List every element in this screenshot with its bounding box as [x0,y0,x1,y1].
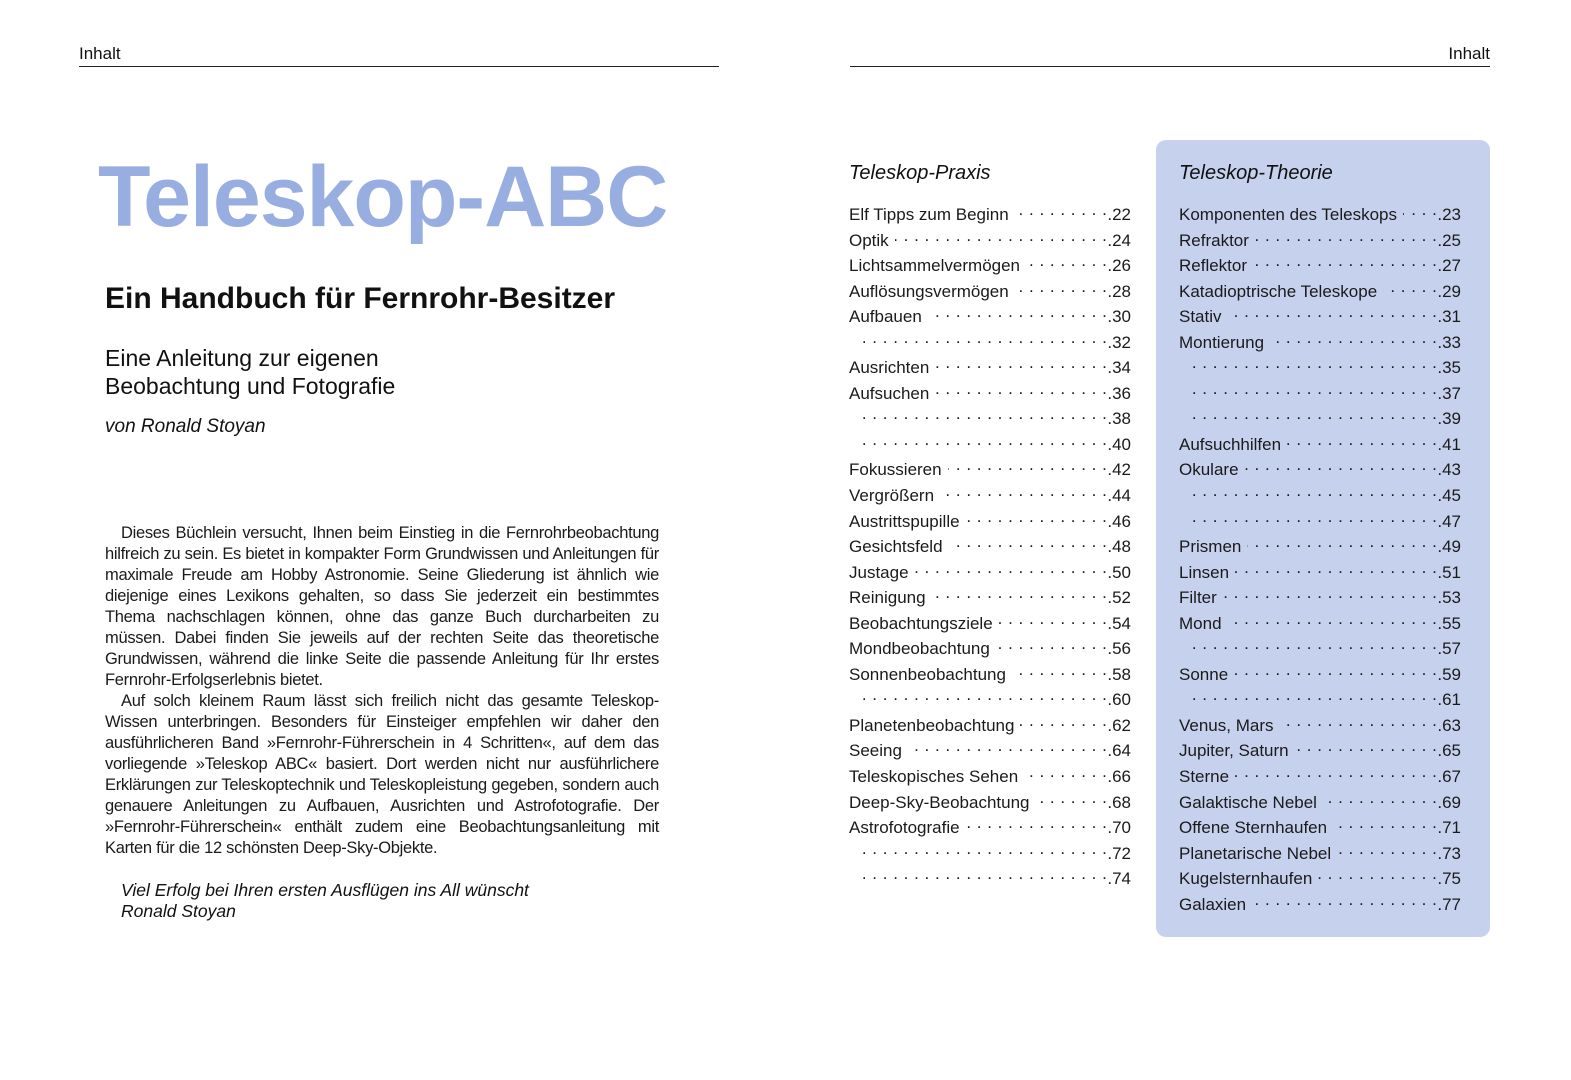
toc-praxis-entry[interactable] [849,790,1131,816]
toc-page-number: .74 [1107,869,1131,889]
toc-page-number: .65 [1437,741,1461,761]
toc-theorie-entry[interactable] [1179,304,1461,330]
toc-page-number: .27 [1437,256,1461,276]
toc-entry-label: Offene Sternhaufen [1179,818,1328,838]
toc-entry-label: Astrofotografie [849,818,960,838]
toc-praxis-entry[interactable] [849,866,1131,892]
toc-entry-label: Mondbeobachtung [849,639,990,659]
toc-page-number: .75 [1437,869,1461,889]
toc-entry-label: Katadioptrische Teleskope [1179,281,1378,301]
toc-praxis-heading: Teleskop-Praxis [849,162,991,184]
toc-dot-leader [1015,202,1108,220]
toc-dot-leader [1185,381,1437,399]
toc-theorie-entry[interactable] [1179,713,1461,739]
tagline-line-1: Eine Anleitung zur eigenen [105,345,379,371]
toc-praxis-entry[interactable] [849,432,1131,458]
toc-theorie-entry[interactable] [1179,228,1461,254]
toc-page-number: .48 [1107,537,1131,557]
toc-dot-leader [855,330,1107,348]
toc-dot-leader [1280,713,1438,731]
toc-dot-leader [1228,611,1438,629]
toc-dot-leader [1185,483,1437,501]
toc-theorie-entry[interactable] [1179,483,1461,509]
toc-page-number: .35 [1437,358,1461,378]
toc-page-number: .60 [1107,690,1131,710]
toc-dot-leader [1245,457,1438,475]
toc-dot-leader [1323,790,1437,808]
toc-theorie-entry[interactable] [1179,585,1461,611]
toc-dot-leader [1228,304,1438,322]
toc-entry-label: Kugelsternhaufen [1179,869,1313,889]
toc-page-number: .31 [1437,307,1461,327]
toc-dot-leader [1403,202,1437,220]
toc-page-number: .29 [1437,281,1461,301]
toc-theorie-entry[interactable] [1179,457,1461,483]
toc-dot-leader [1026,253,1107,271]
toc-page-number: .66 [1107,767,1131,787]
toc-praxis-entry[interactable] [849,662,1131,688]
toc-dot-leader [1036,790,1108,808]
toc-dot-leader [1020,713,1107,731]
toc-theorie-entry[interactable] [1179,790,1461,816]
toc-theorie-heading: Teleskop-Theorie [1179,162,1333,184]
toc-page-number: .69 [1437,792,1461,812]
toc-page-number: .53 [1437,588,1461,608]
toc-entry-label: Stativ [1179,307,1222,327]
toc-praxis-entry[interactable] [849,611,1131,637]
toc-theorie-entry[interactable] [1179,560,1461,586]
toc-page-number: .49 [1437,537,1461,557]
toc-dot-leader [1235,560,1437,578]
toc-page-number: .45 [1437,486,1461,506]
toc-dot-leader [940,483,1107,501]
toc-entry-label: Teleskopisches Sehen [849,767,1019,787]
toc-page-number: .44 [1107,486,1131,506]
toc-page-number: .36 [1107,383,1131,403]
toc-page-number: .77 [1437,894,1461,914]
toc-dot-leader [935,381,1107,399]
toc-page-number: .59 [1437,664,1461,684]
toc-entry-label: Mond [1179,613,1222,633]
toc-page-number: .72 [1107,843,1131,863]
toc-theorie-entry[interactable] [1179,815,1461,841]
toc-dot-leader [1318,866,1437,884]
toc-dot-leader [1012,662,1107,680]
toc-dot-leader [1383,279,1437,297]
toc-dot-leader [1234,662,1437,680]
toc-dot-leader [966,815,1108,833]
toc-page-number: .40 [1107,434,1131,454]
closing-line-1: Viel Erfolg bei Ihren ersten Ausflügen ins All wünscht [121,880,529,900]
toc-praxis-entry[interactable] [849,738,1131,764]
toc-dot-leader [908,738,1107,756]
toc-dot-leader [1185,509,1437,527]
toc-page-number: .57 [1437,639,1461,659]
toc-praxis-entry[interactable] [849,406,1131,432]
toc-page-number: .54 [1107,613,1131,633]
running-head-left: Inhalt [79,44,719,67]
toc-entry-label: Okulare [1179,460,1239,480]
toc-entry-label: Lichtsammelvermögen [849,256,1021,276]
toc-entry-label: Galaktische Nebel [1179,792,1317,812]
toc-entry-label: Filter [1179,588,1217,608]
closing-note [121,880,529,922]
toc-dot-leader [999,611,1108,629]
tagline-line-2: Beobachtung und Fotografie [105,373,396,399]
toc-theorie-entry[interactable] [1179,738,1461,764]
toc-praxis-entry[interactable] [849,457,1131,483]
toc-page-number: .37 [1437,383,1461,403]
toc-dot-leader [895,228,1108,246]
toc-entry-label: Vergrößern [849,486,935,506]
toc-dot-leader [1223,585,1438,603]
toc-dot-leader [855,841,1107,859]
toc-dot-leader [915,560,1108,578]
toc-entry-label: Deep-Sky-Beobachtung [849,792,1030,812]
toc-dot-leader [949,534,1108,552]
toc-theorie-entry[interactable] [1179,636,1461,662]
toc-dot-leader [996,636,1108,654]
toc-dot-leader [1247,534,1437,552]
left-page [0,0,785,1080]
toc-page-number: .50 [1107,562,1131,582]
toc-dot-leader [1185,687,1437,705]
toc-page-number: .38 [1107,409,1131,429]
toc-dot-leader [855,432,1107,450]
toc-entry-label: Optik [849,230,889,250]
toc-praxis-entry[interactable] [849,764,1131,790]
toc-praxis-entry[interactable] [849,534,1131,560]
toc-theorie-entry[interactable] [1179,406,1461,432]
toc-entry-label: Linsen [1179,562,1230,582]
toc-page-number: .62 [1107,715,1131,735]
toc-page-number: .43 [1437,460,1461,480]
intro-paragraph-2: Auf solch kleinem Raum lässt sich freilich nicht das gesamte Teleskop-Wissen unterbringen. Besonders für Einsteiger empfehlen wir daher den ausführlicheren Band »Fernrohr-Führerschein in 4 Schritten«, auf dem das vorliegende »Teleskop ABC« basiert. Dort werden nicht nur ausführlichere Erklärungen zur Teleskoptechnik und Teleskopleistung gegeben, sondern auch genauere Anleitungen zu Aufbauen, Ausrichten und Astrofotografie. Der »Fernrohr-Führerschein« enthält zudem eine Beobachtungsanleitung mit Karten für die 12 schönsten Deep-Sky-Objekte. [105,692,659,857]
toc-theorie-entry[interactable] [1179,279,1461,305]
toc-theorie-entry[interactable] [1179,202,1461,228]
closing-signature: Ronald Stoyan [121,901,236,921]
toc-page-number: .33 [1437,332,1461,352]
toc-page-number: .64 [1107,741,1131,761]
toc-page-number: .25 [1437,230,1461,250]
toc-entry-label: Elf Tipps zum Beginn [849,205,1009,224]
intro-paragraph-1: Dieses Büchlein versucht, Ihnen beim Einstieg in die Fernrohrbeobachtung hilfreich zu sein. Es bietet in kompakter Form Grundwissen und Anleitungen für maximale Freude am Hobby Astronomie. Seine Gliederung ist ähnlich wie diejenige eines Lexikons gehalten, so dass Sie jederzeit ein bestimmtes Thema nachschlagen können, ohne das ganze Buch durcharbeiten zu müssen. Dabei finden Sie jeweils auf der rechten Seite das theoretische Grundwissen, während die linke Seite die passende Anleitung für Ihr erstes Fernrohr-Erfolgserlebnis bietet. [105,524,659,689]
toc-praxis-entry[interactable] [849,355,1131,381]
toc-entry-label: Fokussieren [849,460,942,480]
toc-dot-leader [1185,406,1437,424]
toc-theorie-entry[interactable] [1179,509,1461,535]
author-line: von Ronald Stoyan [105,416,266,437]
toc-entry-label: Auflösungsvermögen [849,281,1009,301]
toc-dot-leader [948,457,1108,475]
toc-praxis-entry[interactable] [849,202,1131,228]
toc-praxis-entry[interactable] [849,381,1131,407]
toc-theorie-entry[interactable] [1179,253,1461,279]
toc-dot-leader [1333,815,1437,833]
toc-page-number: .51 [1437,562,1461,582]
toc-theorie-entry[interactable] [1179,355,1461,381]
toc-dot-leader [1337,841,1437,859]
toc-theorie-entry[interactable] [1179,687,1461,713]
toc-dot-leader [1185,355,1437,373]
toc-entry-label: Ausrichten [849,358,930,378]
toc-entry-label: Sonnenbeobachtung [849,664,1006,684]
toc-praxis-entry[interactable] [849,253,1131,279]
toc-page-number: .41 [1437,434,1461,454]
toc-entry-label: Aufsuchen [849,383,930,403]
toc-dot-leader [1270,330,1437,348]
toc-page-number: .42 [1107,460,1131,480]
toc-dot-leader [1252,892,1437,910]
toc-page-number: .24 [1107,230,1131,250]
toc-dot-leader [855,687,1107,705]
toc-page-number: .30 [1107,307,1131,327]
toc-dot-leader [1024,764,1107,782]
toc-praxis-list [849,202,1131,892]
toc-page-number: .58 [1107,664,1131,684]
toc-praxis-entry[interactable] [849,815,1131,841]
toc-praxis-entry[interactable] [849,713,1131,739]
toc-theorie-entry[interactable] [1179,892,1461,918]
toc-theorie-list [1179,202,1461,917]
toc-dot-leader [855,406,1107,424]
toc-page-number: .34 [1107,358,1131,378]
toc-entry-label: Gesichtsfeld [849,537,943,557]
toc-page-number: .67 [1437,767,1461,787]
toc-page-number: .52 [1107,588,1131,608]
toc-entry-label: Reflektor [1179,256,1248,276]
toc-entry-label: Reinigung [849,588,926,608]
intro-text [105,523,659,859]
toc-entry-label: Refraktor [1179,230,1249,250]
toc-entry-label: Austrittspupille [849,511,960,531]
toc-praxis-entry[interactable] [849,636,1131,662]
toc-entry-label: Planetarische Nebel [1179,843,1332,863]
toc-dot-leader [935,355,1107,373]
toc-page-number: .61 [1437,690,1461,710]
toc-entry-label: Sonne [1179,664,1229,684]
toc-praxis-entry[interactable] [849,687,1131,713]
toc-theorie-entry[interactable] [1179,534,1461,560]
toc-entry-label: Galaxien [1179,894,1247,914]
toc-dot-leader [1185,636,1437,654]
toc-dot-leader [928,304,1108,322]
toc-page-number: .46 [1107,511,1131,531]
toc-praxis-entry[interactable] [849,304,1131,330]
toc-dot-leader [932,585,1108,603]
right-page [785,0,1571,1080]
toc-theorie-entry[interactable] [1179,432,1461,458]
toc-entry-label: Aufbauen [849,307,922,327]
toc-praxis-entry[interactable] [849,841,1131,867]
toc-page-number: .26 [1107,256,1131,276]
book-subtitle: Ein Handbuch für Fernrohr-Besitzer [105,282,616,315]
toc-page-number: .55 [1437,613,1461,633]
toc-theorie-entry[interactable] [1179,841,1461,867]
toc-praxis-entry[interactable] [849,228,1131,254]
book-title: Teleskop-ABC [98,149,668,245]
toc-praxis-entry[interactable] [849,330,1131,356]
toc-page-number: .70 [1107,818,1131,838]
toc-praxis-entry[interactable] [849,585,1131,611]
toc-theorie-entry[interactable] [1179,611,1461,637]
toc-theorie-entry[interactable] [1179,381,1461,407]
toc-dot-leader [1287,432,1437,450]
toc-page-number: .68 [1107,792,1131,812]
toc-theorie-entry[interactable] [1179,866,1461,892]
toc-entry-label: Prismen [1179,537,1242,557]
toc-praxis-entry[interactable] [849,279,1131,305]
toc-praxis-column [849,162,1131,892]
toc-dot-leader [1255,228,1437,246]
toc-entry-label: Justage [849,562,909,582]
toc-entry-label: Montierung [1179,332,1265,352]
toc-page-number: .23 [1437,205,1461,224]
toc-entry-label: Jupiter, Saturn [1179,741,1289,761]
toc-page-number: .71 [1437,818,1461,838]
toc-page-number: .28 [1107,281,1131,301]
toc-praxis-entry[interactable] [849,509,1131,535]
toc-page-number: .22 [1107,205,1131,224]
toc-theorie-entry[interactable] [1179,764,1461,790]
toc-dot-leader [1235,764,1437,782]
toc-theorie-entry[interactable] [1179,330,1461,356]
toc-entry-label: Seeing [849,741,902,761]
toc-entry-label: Aufsuchhilfen [1179,434,1282,454]
toc-page-number: .63 [1437,715,1461,735]
toc-entry-label: Sterne [1179,767,1230,787]
toc-page-number: .32 [1107,332,1131,352]
toc-praxis-entry[interactable] [849,483,1131,509]
toc-page-number: .47 [1437,511,1461,531]
toc-entry-label: Planetenbeobachtung [849,715,1015,735]
toc-theorie-column [1179,162,1461,917]
toc-dot-leader [966,509,1108,527]
toc-entry-label: Venus, Mars [1179,715,1274,735]
toc-dot-leader [1015,279,1108,297]
toc-page-number: .73 [1437,843,1461,863]
toc-dot-leader [855,866,1107,884]
toc-theorie-entry[interactable] [1179,662,1461,688]
toc-page-number: .56 [1107,639,1131,659]
book-tagline [105,344,395,400]
toc-entry-label: Komponenten des Teleskops [1179,205,1398,224]
toc-dot-leader [1253,253,1437,271]
toc-praxis-entry[interactable] [849,560,1131,586]
running-head-right: Inhalt [850,44,1490,67]
toc-entry-label: Beobachtungsziele [849,613,993,633]
toc-dot-leader [1295,738,1438,756]
toc-page-number: .39 [1437,409,1461,429]
